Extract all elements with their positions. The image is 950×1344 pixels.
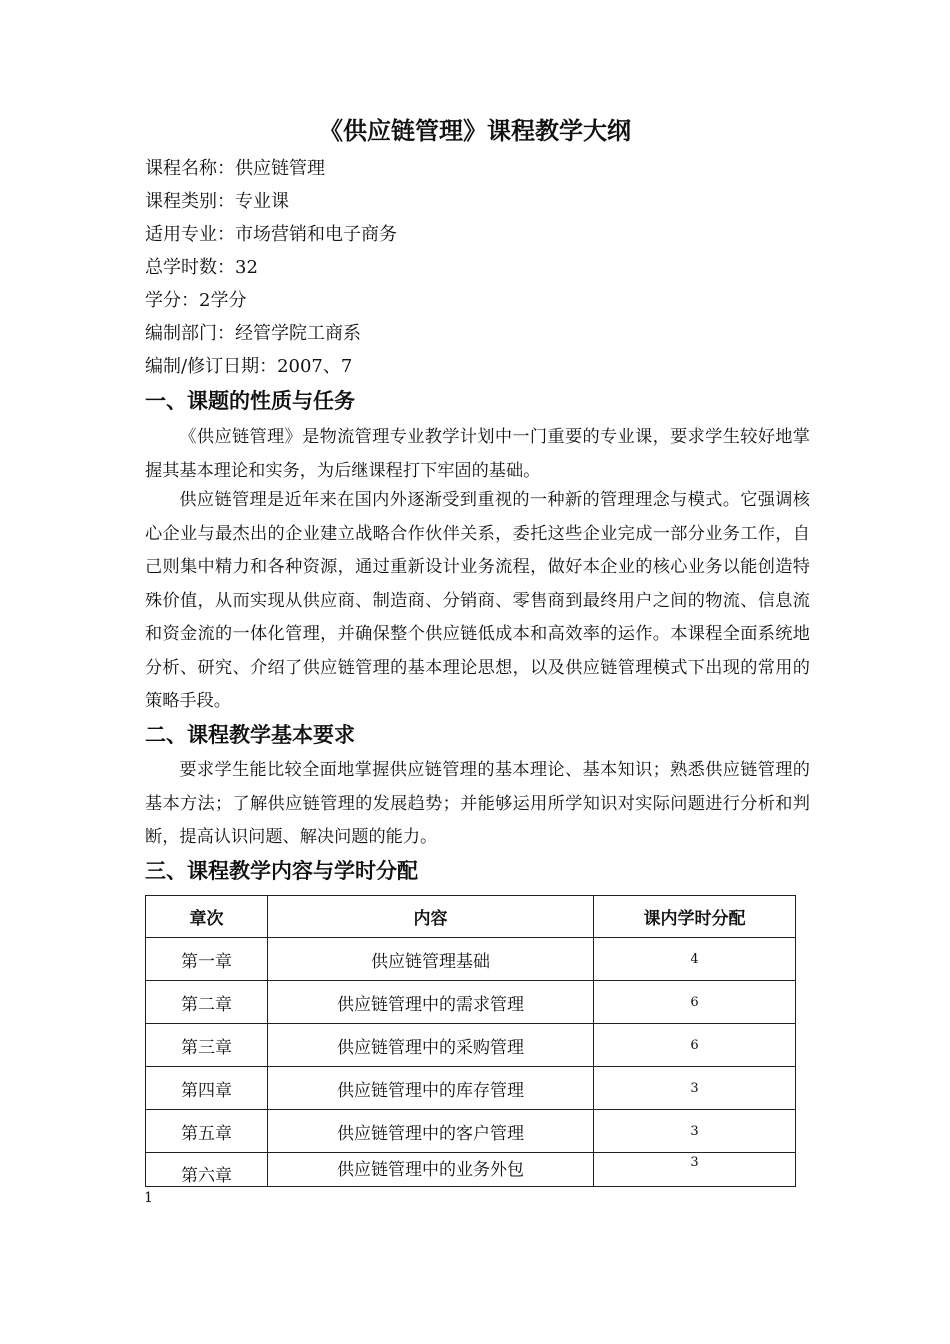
header-hours: 课内学时分配 [594, 896, 796, 938]
chapter-cell: 第六章 [146, 1153, 268, 1187]
header-content: 内容 [268, 896, 594, 938]
chapter-cell: 第四章 [146, 1067, 268, 1110]
content-cell: 供应链管理中的业务外包 [268, 1153, 594, 1187]
meta-total-hours: 总学时数：32 [145, 257, 258, 278]
section-heading-2: 二、课程教学基本要求 [145, 723, 355, 747]
meta-major: 适用专业：市场营销和电子商务 [145, 224, 397, 245]
table-row [146, 1067, 796, 1110]
table-header-row [146, 896, 796, 938]
section-heading-3: 三、课程教学内容与学时分配 [145, 859, 418, 883]
page-number: 1 [144, 1190, 153, 1206]
course-hours-table [145, 895, 796, 1187]
meta-department: 编制部门：经管学院工商系 [145, 323, 361, 344]
hours-cell: 3 [594, 1153, 796, 1187]
chapter-cell: 第一章 [146, 938, 268, 981]
content-cell: 供应链管理中的库存管理 [268, 1067, 594, 1110]
content-cell: 供应链管理中的客户管理 [268, 1110, 594, 1153]
section-1-paragraph-1: 《供应链管理》是物流管理专业教学计划中一门重要的专业课，要求学生较好地掌握其基本理论和实务，为后继课程打下牢固的基础。 [145, 427, 810, 481]
meta-revision-date: 编制/修订日期：2007、7 [145, 356, 353, 377]
section-heading-1: 一、课题的性质与任务 [145, 389, 355, 413]
meta-course-name: 课程名称：供应链管理 [145, 158, 325, 179]
content-cell: 供应链管理中的需求管理 [268, 981, 594, 1024]
document-title: 《供应链管理》课程教学大纲 [319, 117, 631, 145]
hours-cell: 3 [594, 1110, 796, 1153]
content-cell: 供应链管理基础 [268, 938, 594, 981]
table-row [146, 1110, 796, 1153]
chapter-cell: 第二章 [146, 981, 268, 1024]
chapter-cell: 第五章 [146, 1110, 268, 1153]
meta-credits: 学分：2学分 [145, 290, 247, 311]
hours-cell: 4 [594, 938, 796, 981]
meta-course-type: 课程类别：专业课 [145, 191, 289, 212]
section-1-paragraph-2: 供应链管理是近年来在国内外逐渐受到重视的一种新的管理理念与模式。它强调核心企业与最杰出的企业建立战略合作伙伴关系，委托这些企业完成一部分业务工作，自己则集中精力和各种资源，通过重新设计业务流程，做好本企业的核心业务以能创造特殊价值，从而实现从供应商、制造商、分销商、零售商到最终用户之间的物流、信息流和资金流的一体化管理，并确保整个供应链低成本和高效率的运作。本课程全面系统地分析、研究、介绍了供应链管理的基本理论思想，以及供应链管理模式下出现的常用的策略手段。 [145, 490, 810, 711]
table-row [146, 981, 796, 1024]
hours-cell: 6 [594, 1024, 796, 1067]
table-row [146, 1153, 796, 1187]
hours-cell: 3 [594, 1067, 796, 1110]
table-row [146, 1024, 796, 1067]
table-row [146, 938, 796, 981]
section-2-paragraph-1: 要求学生能比较全面地掌握供应链管理的基本理论、基本知识；熟悉供应链管理的基本方法；了解供应链管理的发展趋势；并能够运用所学知识对实际问题进行分析和判断，提高认识问题、解决问题的能力。 [145, 760, 810, 847]
header-chapter: 章次 [146, 896, 268, 938]
chapter-cell: 第三章 [146, 1024, 268, 1067]
hours-cell: 6 [594, 981, 796, 1024]
content-cell: 供应链管理中的采购管理 [268, 1024, 594, 1067]
